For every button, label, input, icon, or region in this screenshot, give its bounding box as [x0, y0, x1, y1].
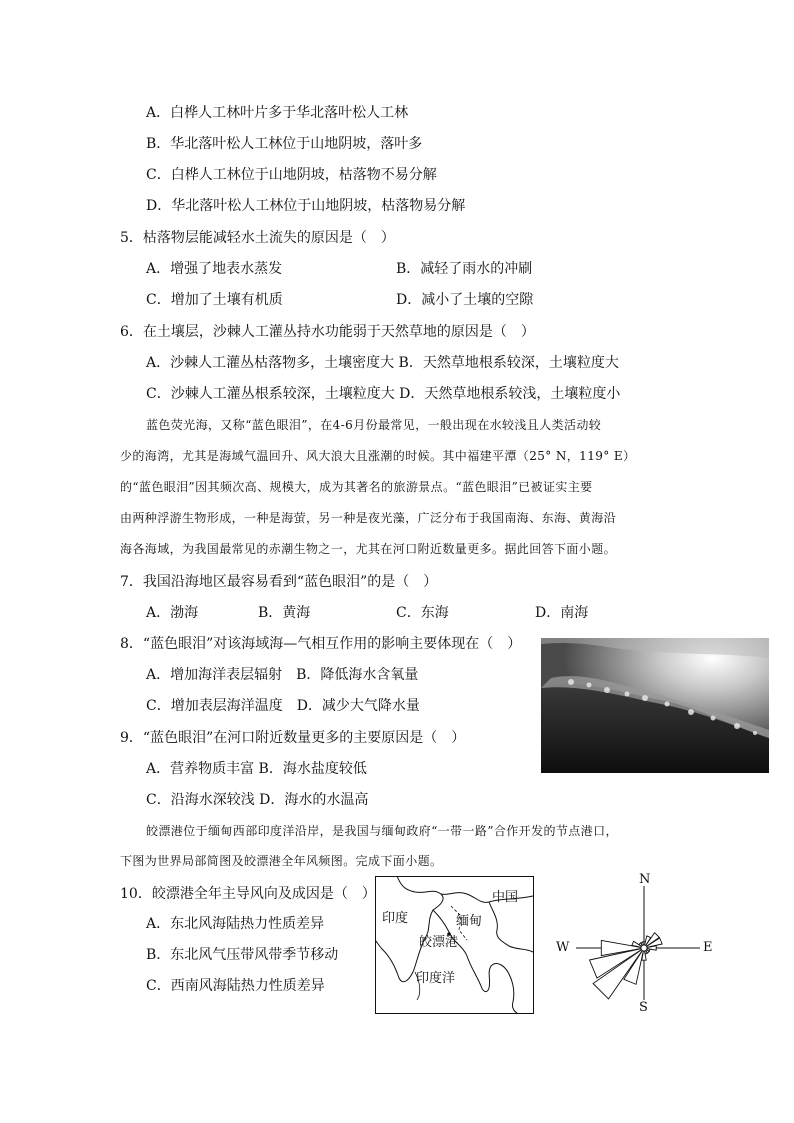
map-label-india: 印度: [382, 911, 409, 926]
q6-options-ab: A．沙棘人工灌丛枯落物多，土壤密度大 B．天然草地根系较深，土壤粒度大: [146, 355, 619, 371]
q5-stem: 5．枯落物层能减轻水土流失的原因是（ ）: [120, 230, 395, 246]
rose-label-w: W: [556, 940, 570, 955]
passage1-line-3: 的“蓝色眼泪”因其频次高、规模大，成为其著名的旅游景点。“蓝色眼泪”已被证实主要: [120, 480, 593, 494]
q7-option-a: A．渤海: [146, 605, 199, 621]
q5-option-c: C．增加了土壤有机质: [146, 292, 283, 308]
passage1-line-2: 少的海湾，尤其是海域气温回升、风大浪大且涨潮的时候。其中福建平潭（25° N，119° E）: [120, 449, 636, 463]
q5-option-d: D．减小了土壤的空隙: [396, 292, 534, 308]
rose-calm-circle: [641, 945, 647, 951]
q8-options-cd: C．增加表层海洋温度 D．减少大气降水量: [146, 698, 420, 714]
q7-option-d: D．南海: [535, 605, 589, 621]
q9-stem: 9．“蓝色眼泪”在河口附近数量更多的主要原因是（ ）: [120, 730, 466, 746]
q10-option-a: A．东北风海陆热力性质差异: [146, 916, 325, 932]
passage1-line-1: 蓝色荧光海，又称“蓝色眼泪”，在4-6月份最常见，一般出现在水较浅且人类活动较: [146, 418, 602, 432]
q8-options-ab: A．增加海洋表层辐射 B．降低海水含氧量: [146, 667, 419, 683]
q8-stem: 8．“蓝色眼泪”对该海域海—气相互作用的影响主要体现在（ ）: [120, 636, 522, 652]
q10-stem: 10．皎漂港全年主导风向及成因是（ ）: [120, 886, 376, 902]
rose-label-e: E: [703, 940, 713, 955]
passage2-line-2: 下图为世界局部简图及皎漂港全年风频图。完成下面小题。: [120, 854, 443, 868]
q4-option-b: B．华北落叶松人工林位于山地阴坡，落叶多: [146, 136, 423, 152]
passage1-line-4: 由两种浮游生物形成，一种是海萤，另一种是夜光藻，广泛分布于我国南海、东海、黄海沿: [120, 511, 617, 525]
q4-option-c: C．白桦人工林位于山地阴坡，枯落物不易分解: [146, 167, 437, 183]
passage1-line-5: 海各海域，为我国最常见的赤潮生物之一，尤其在河口附近数量更多。据此回答下面小题。: [120, 542, 617, 556]
rose-label-n: N: [639, 872, 651, 887]
q7-option-c: C．东海: [396, 605, 449, 621]
map-label-myanmar: 缅甸: [456, 914, 483, 929]
rose-label-s: S: [639, 1000, 648, 1015]
q6-options-cd: C．沙棘人工灌丛根系较深，土壤粒度大 D．天然草地根系较浅，土壤粒度小: [146, 386, 621, 402]
q5-option-a: A．增强了地表水蒸发: [146, 261, 283, 277]
q4-option-d: D．华北落叶松人工林位于山地阴坡，枯落物易分解: [146, 198, 466, 214]
map-label-kyaukphyu-port: 皎漂港: [419, 935, 459, 950]
wind-rose: [548, 872, 718, 1020]
q9-options-cd: C．沿海水深较浅 D．海水的水温高: [146, 792, 369, 808]
sea-photo: [541, 638, 769, 773]
passage2-line-1: 皎漂港位于缅甸西部印度洋沿岸，是我国与缅甸政府“一带一路”合作开发的节点港口，: [146, 824, 618, 838]
map-label-china: 中国: [492, 890, 519, 905]
q10-option-c: C．西南风海陆热力性质差异: [146, 978, 325, 994]
q4-option-a: A．白桦人工林叶片多于华北落叶松人工林: [146, 105, 409, 121]
q7-option-b: B．黄海: [258, 605, 311, 621]
q6-stem: 6．在土壤层，沙棘人工灌丛持水功能弱于天然草地的原因是（ ）: [120, 324, 535, 340]
map-label-indian-ocean: 印度洋: [416, 971, 456, 986]
q5-option-b: B．减轻了雨水的冲刷: [396, 261, 533, 277]
q10-option-b: B．东北风气压带风带季节移动: [146, 947, 339, 963]
region-map: [375, 876, 534, 1014]
q9-options-ab: A．营养物质丰富 B．海水盐度较低: [146, 761, 367, 777]
q7-stem: 7．我国沿海地区最容易看到“蓝色眼泪”的是（ ）: [120, 574, 438, 590]
